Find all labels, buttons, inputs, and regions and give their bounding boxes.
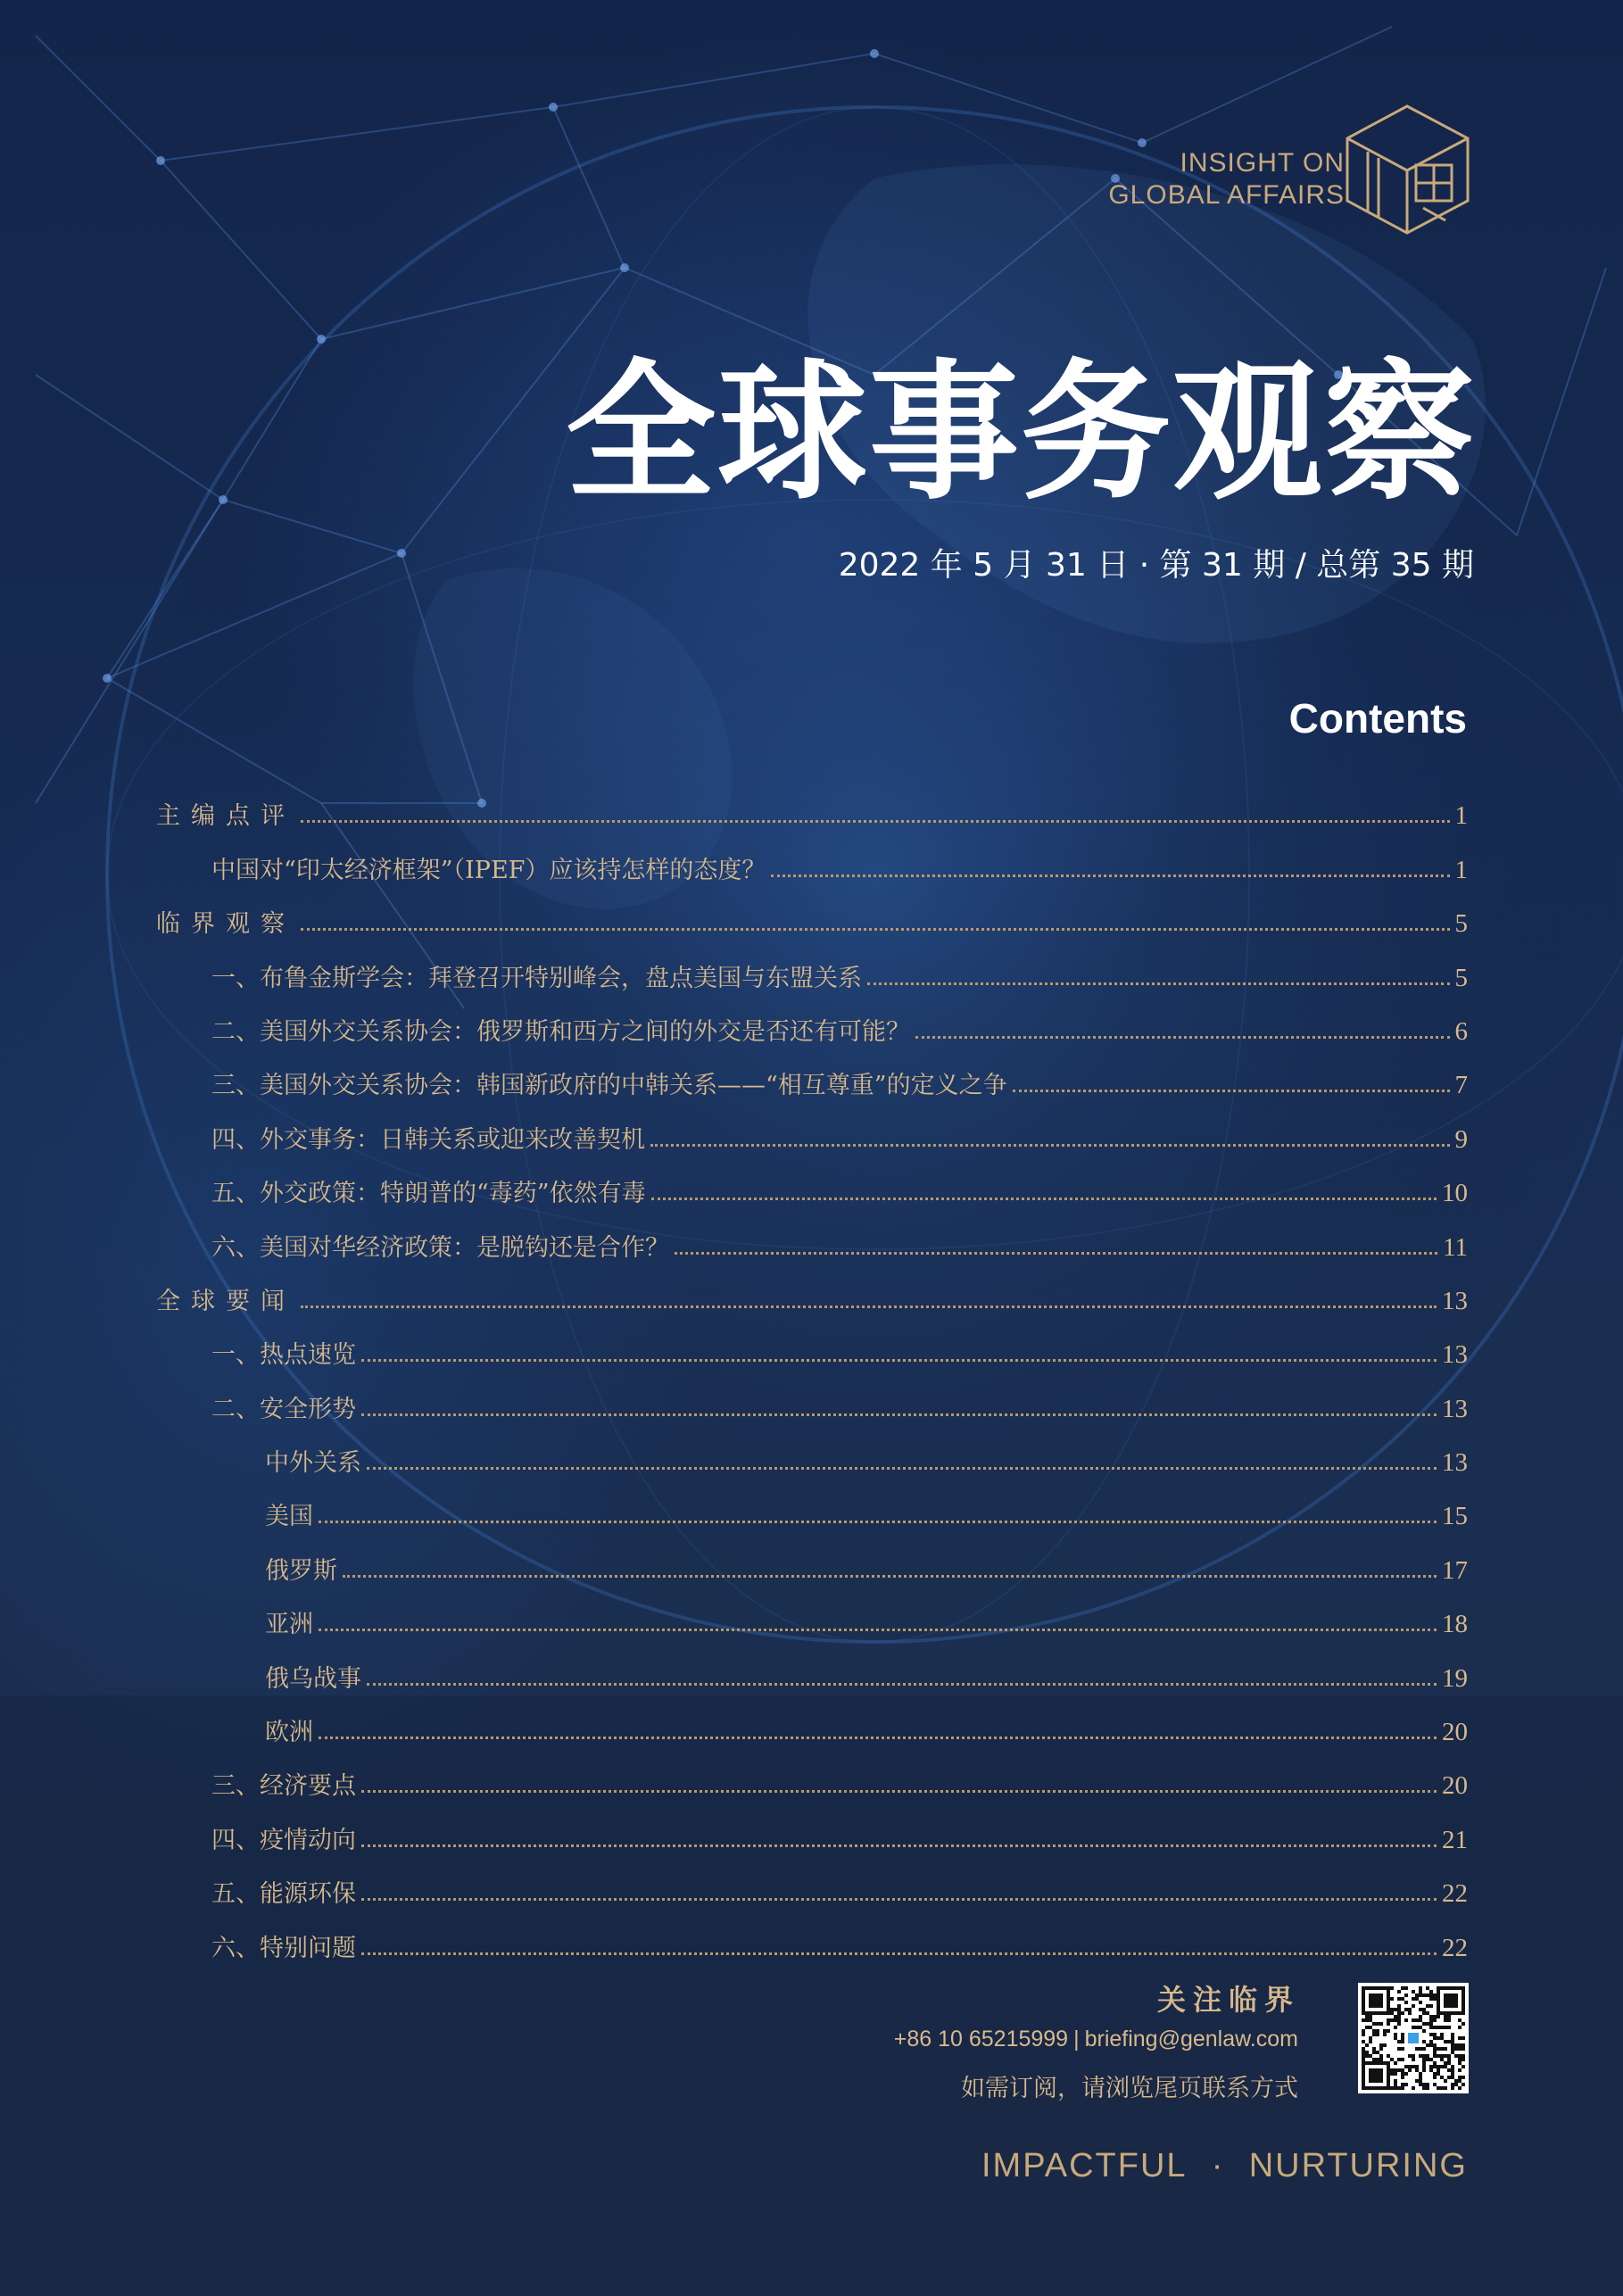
toc-item[interactable] bbox=[156, 1263, 1468, 1316]
toc-leader-dots bbox=[319, 1736, 1437, 1739]
toc-item-title: 欧洲 bbox=[265, 1719, 313, 1747]
toc-item[interactable] bbox=[156, 885, 1468, 939]
toc-leader-dots bbox=[367, 1466, 1437, 1470]
toc-item-page: 6 bbox=[1454, 1016, 1468, 1046]
toc-item-title: 全球要闻 bbox=[156, 1287, 295, 1315]
toc-item-page: 13 bbox=[1442, 1340, 1468, 1370]
toc-item-title: 中国对“印太经济框架”（IPEF）应该持怎样的态度？ bbox=[211, 856, 766, 884]
toc-item-title: 三、美国外交关系协会：韩国新政府的中韩关系——“相互尊重”的定义之争 bbox=[211, 1072, 1007, 1100]
toc-item-page: 18 bbox=[1442, 1610, 1468, 1639]
toc-item[interactable] bbox=[156, 1478, 1468, 1531]
toc-item[interactable] bbox=[156, 1424, 1468, 1478]
toc-item-title: 俄罗斯 bbox=[265, 1556, 337, 1585]
toc-item[interactable] bbox=[156, 1370, 1468, 1423]
toc-item-page: 13 bbox=[1442, 1448, 1468, 1478]
toc-item-title: 亚洲 bbox=[265, 1611, 313, 1639]
toc-item-title: 二、美国外交关系协会：俄罗斯和西方之间的外交是否还有可能？ bbox=[211, 1017, 910, 1046]
toc-leader-dots bbox=[771, 874, 1449, 877]
toc-item[interactable] bbox=[156, 777, 1468, 831]
toc-item-page: 5 bbox=[1454, 909, 1468, 939]
toc-leader-dots bbox=[1013, 1089, 1450, 1092]
toc-item[interactable] bbox=[156, 1100, 1468, 1154]
toc-item[interactable] bbox=[156, 1586, 1468, 1639]
toc-item-page: 13 bbox=[1442, 1286, 1468, 1315]
toc-leader-dots bbox=[343, 1574, 1437, 1578]
toc-item-page: 22 bbox=[1442, 1879, 1468, 1909]
toc-item-page: 17 bbox=[1442, 1555, 1468, 1585]
toc-leader-dots bbox=[301, 1305, 1437, 1308]
toc-leader-dots bbox=[301, 927, 1450, 931]
table-of-contents bbox=[156, 777, 1468, 1963]
toc-leader-dots bbox=[319, 1520, 1437, 1523]
toc-leader-dots bbox=[361, 1789, 1437, 1793]
toc-item-title: 四、外交事务：日韩关系或迎来改善契机 bbox=[211, 1125, 645, 1154]
slogan bbox=[981, 2147, 1468, 2185]
toc-item-page: 20 bbox=[1442, 1771, 1468, 1801]
toc-item[interactable] bbox=[156, 1909, 1468, 1962]
toc-item[interactable] bbox=[156, 1531, 1468, 1585]
contents-heading: Contents bbox=[1288, 695, 1467, 742]
toc-item-title: 三、经济要点 bbox=[211, 1772, 356, 1801]
toc-item-title: 六、美国对华经济政策：是脱钩还是合作？ bbox=[211, 1233, 669, 1262]
toc-item[interactable] bbox=[156, 1639, 1468, 1693]
toc-item[interactable] bbox=[156, 939, 1468, 992]
toc-item[interactable] bbox=[156, 831, 1468, 884]
toc-item-page: 19 bbox=[1442, 1663, 1468, 1693]
contact-line bbox=[894, 2027, 1298, 2052]
toc-item-title: 五、外交政策：特朗普的“毒药”依然有毒 bbox=[211, 1180, 646, 1208]
subscribe-note: 如需订阅，请浏览尾页联系方式 bbox=[961, 2075, 1298, 2102]
toc-item-title: 俄乌战事 bbox=[265, 1664, 361, 1693]
toc-item-title: 美国 bbox=[265, 1503, 313, 1531]
toc-item-page: 20 bbox=[1442, 1718, 1468, 1747]
toc-item[interactable] bbox=[156, 1155, 1468, 1208]
toc-leader-dots bbox=[361, 1897, 1437, 1901]
toc-leader-dots bbox=[361, 1844, 1437, 1847]
toc-item-page: 1 bbox=[1454, 801, 1468, 831]
toc-item-page: 11 bbox=[1443, 1232, 1468, 1262]
follow-label: 关注临界 bbox=[1156, 1983, 1300, 2017]
toc-item[interactable] bbox=[156, 1801, 1468, 1854]
toc-item[interactable] bbox=[156, 1694, 1468, 1747]
toc-item-page: 22 bbox=[1442, 1933, 1468, 1962]
brand-line-1: INSIGHT ON bbox=[1180, 148, 1345, 178]
toc-leader-dots bbox=[301, 819, 1450, 823]
toc-leader-dots bbox=[651, 1197, 1437, 1200]
toc-item-title: 二、安全形势 bbox=[211, 1395, 356, 1423]
brand-line-2: GLOBAL AFFAIRS bbox=[1108, 180, 1345, 210]
toc-item-title: 四、疫情动向 bbox=[211, 1826, 356, 1854]
toc-item[interactable] bbox=[156, 1316, 1468, 1370]
toc-item[interactable] bbox=[156, 1855, 1468, 1909]
toc-item-page: 7 bbox=[1454, 1071, 1468, 1100]
brand-text bbox=[1108, 147, 1345, 211]
logo-icon bbox=[1343, 103, 1472, 236]
toc-leader-dots bbox=[915, 1035, 1450, 1039]
phone-number: +86 10 65215999 bbox=[893, 2027, 1069, 2051]
qr-code-icon[interactable] bbox=[1358, 1983, 1469, 2093]
toc-item-page: 15 bbox=[1442, 1502, 1468, 1531]
toc-item-title: 一、热点速览 bbox=[211, 1341, 356, 1370]
slogan-left: IMPACTFUL bbox=[981, 2147, 1188, 2184]
toc-item-title: 临界观察 bbox=[156, 910, 295, 939]
toc-item-page: 13 bbox=[1442, 1394, 1468, 1423]
toc-item-page: 1 bbox=[1454, 855, 1468, 884]
toc-leader-dots bbox=[675, 1251, 1437, 1255]
issue-line: 2022 年 5 月 31 日 · 第 31 期 / 总第 35 期 bbox=[838, 547, 1474, 584]
toc-item[interactable] bbox=[156, 1208, 1468, 1262]
slogan-dot: · bbox=[1211, 2147, 1225, 2184]
toc-item-title: 一、布鲁金斯学会：拜登召开特别峰会，盘点美国与东盟关系 bbox=[211, 964, 862, 992]
toc-item-title: 六、特别问题 bbox=[211, 1934, 356, 1962]
toc-leader-dots bbox=[367, 1682, 1437, 1686]
toc-leader-dots bbox=[361, 1358, 1437, 1362]
toc-item-page: 10 bbox=[1442, 1179, 1468, 1208]
toc-leader-dots bbox=[361, 1952, 1437, 1955]
toc-item[interactable] bbox=[156, 1047, 1468, 1100]
toc-item[interactable] bbox=[156, 1747, 1468, 1801]
toc-item-page: 21 bbox=[1442, 1825, 1468, 1854]
email-link[interactable]: briefing@genlaw.com bbox=[1084, 2027, 1298, 2051]
contact-separator: | bbox=[1073, 2027, 1080, 2051]
toc-item-title: 五、能源环保 bbox=[211, 1880, 356, 1909]
toc-leader-dots bbox=[867, 982, 1450, 985]
toc-leader-dots bbox=[319, 1628, 1437, 1631]
toc-leader-dots bbox=[361, 1413, 1437, 1416]
toc-item-title: 主编点评 bbox=[156, 802, 295, 831]
slogan-right: NURTURING bbox=[1248, 2147, 1468, 2184]
toc-item-page: 9 bbox=[1454, 1124, 1468, 1154]
publication-title: 全球事务观察 bbox=[566, 345, 1476, 520]
toc-item[interactable] bbox=[156, 993, 1468, 1047]
toc-leader-dots bbox=[650, 1143, 1450, 1147]
toc-item-page: 5 bbox=[1454, 963, 1468, 992]
toc-item-title: 中外关系 bbox=[265, 1449, 361, 1478]
